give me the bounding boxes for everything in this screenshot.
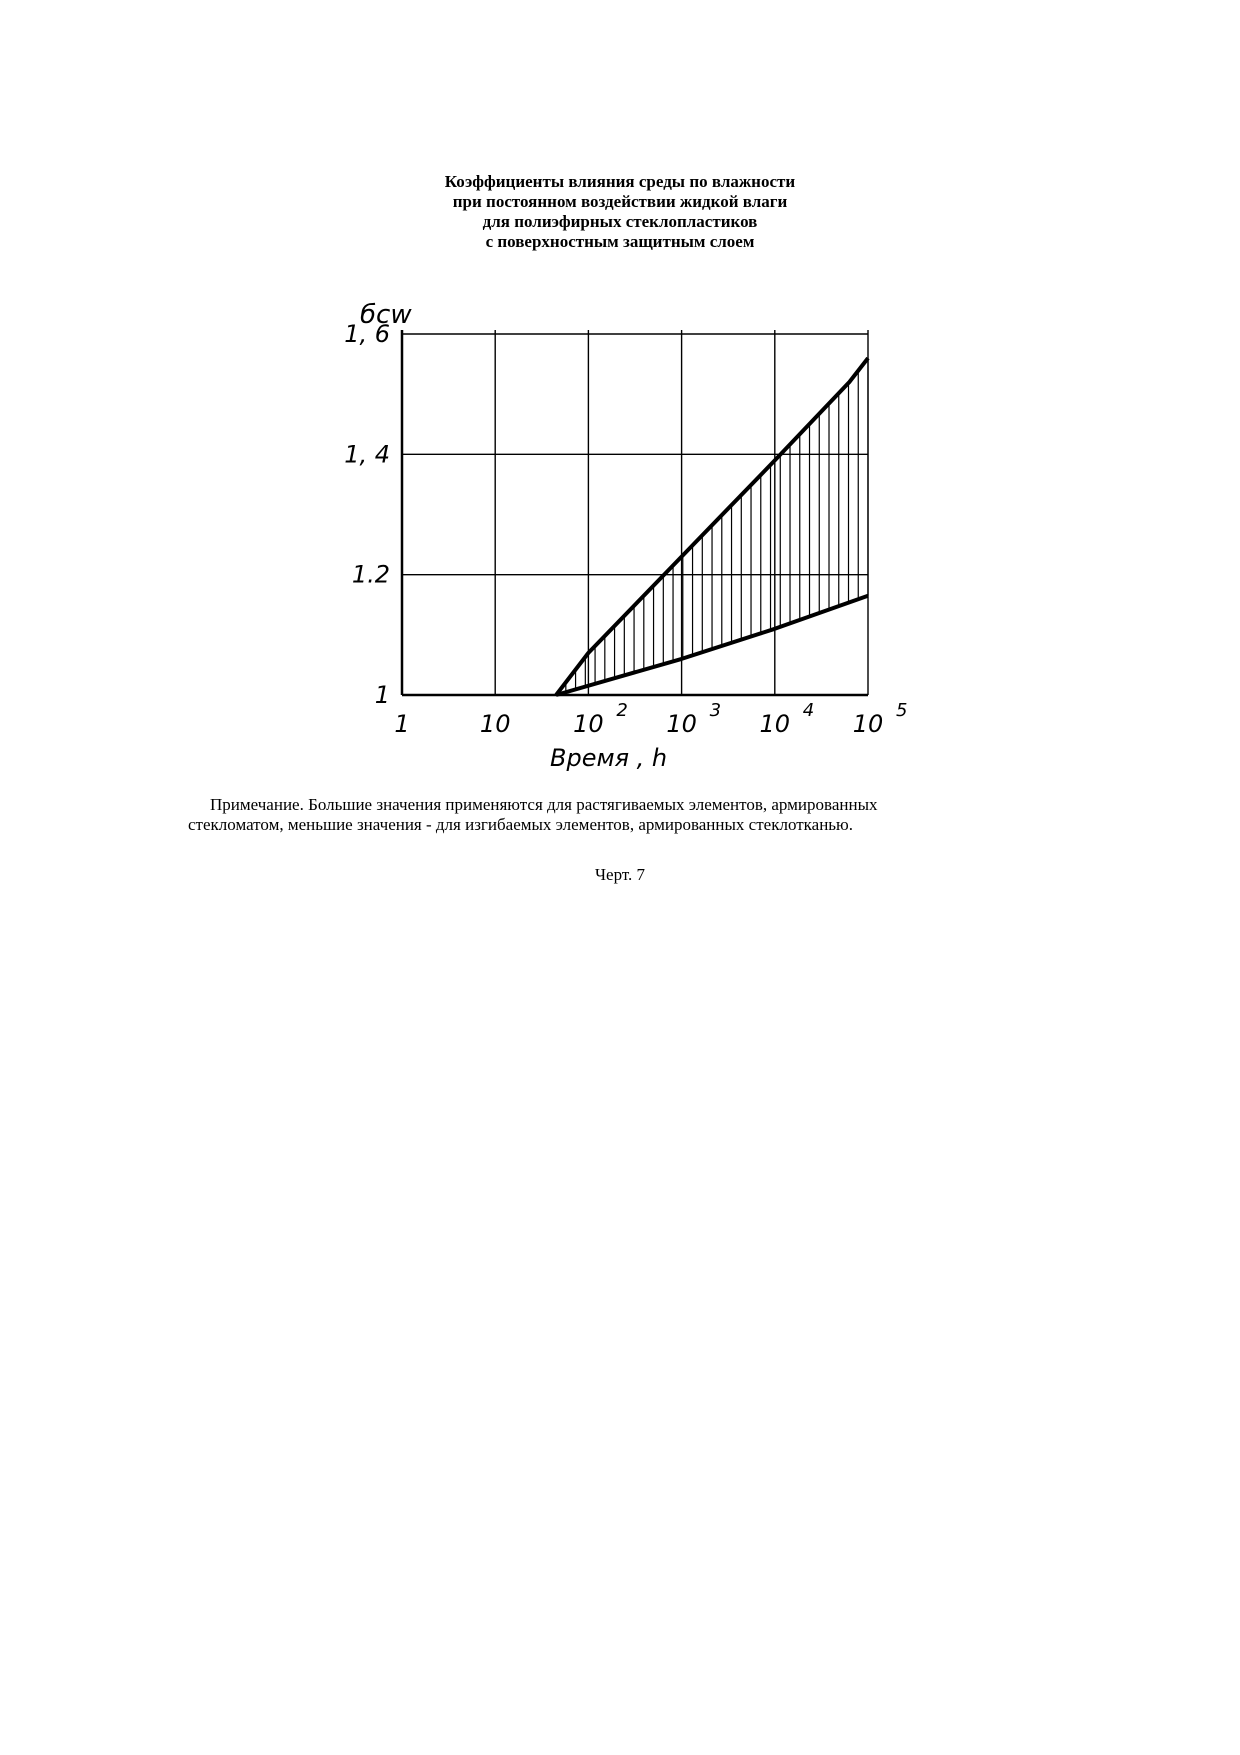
x-tick-exponent: 2 xyxy=(616,700,628,721)
note-line-2: стекломатом, меньшие значения - для изгибаемых элементов, армированных стеклотканью. xyxy=(188,815,853,834)
y-tick-label: 1 xyxy=(374,681,390,709)
x-tick-label: 10 xyxy=(852,710,884,738)
x-tick-exponent: 3 xyxy=(709,700,722,721)
x-tick-exponent: 4 xyxy=(802,700,815,721)
x-tick-label: 10 xyxy=(573,710,604,738)
x-tick-label: 10 xyxy=(666,710,697,738)
y-axis-label: бcw xyxy=(360,300,412,330)
y-tick-label: 1, 6 xyxy=(344,320,390,348)
grid xyxy=(402,330,868,695)
note-line-1: Примечание. Большие значения применяются для растягиваемых элементов, армированных xyxy=(210,795,878,814)
x-tick-label: 10 xyxy=(759,710,791,738)
y-tick-label: 1.2 xyxy=(351,560,390,589)
title-line-3: для полиэфирных стеклопластиков xyxy=(482,212,758,231)
x-tick-exponent: 5 xyxy=(896,700,908,721)
moisture-coefficient-chart xyxy=(0,0,1240,800)
y-tick-label: 1, 4 xyxy=(344,440,390,469)
title-line-2: при постоянном воздействии жидкой влаги xyxy=(452,192,788,211)
title-line-1: Коэффициенты влияния среды по влажности xyxy=(444,172,796,191)
x-axis-label: Время , h xyxy=(550,744,668,772)
title-line-4: с поверхностным защитным слоем xyxy=(485,232,755,251)
note xyxy=(188,795,1050,835)
x-tick-label: 1 xyxy=(394,710,410,738)
x-tick-label: 10 xyxy=(479,710,511,738)
figure-caption: Черт. 7 xyxy=(594,865,646,884)
